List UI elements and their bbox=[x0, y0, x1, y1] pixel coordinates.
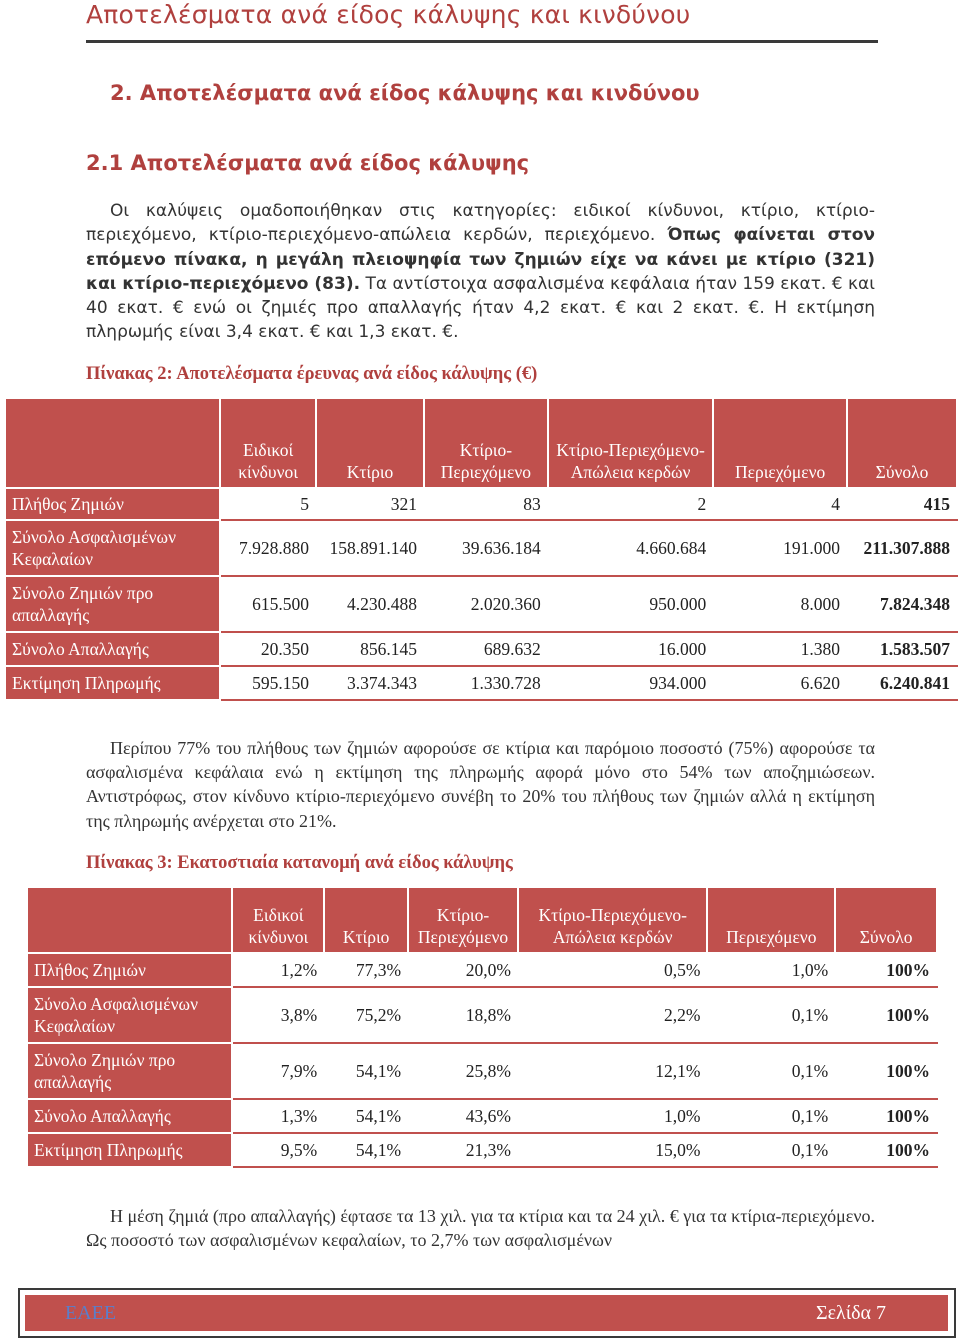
table-cell: 54,1% bbox=[324, 1043, 408, 1099]
table-cell: 595.150 bbox=[220, 666, 316, 700]
table-row bbox=[5, 576, 957, 632]
row-label: Σύνολο Ασφαλισμένων Κεφαλαίων bbox=[5, 520, 220, 576]
analysis-paragraph bbox=[86, 736, 875, 833]
table-cell: 950.000 bbox=[548, 576, 714, 632]
table-row bbox=[27, 1043, 937, 1099]
table-cell: 100% bbox=[835, 953, 937, 987]
table-cell: 9,5% bbox=[232, 1133, 324, 1167]
table-cell: 75,2% bbox=[324, 987, 408, 1043]
table-cell: 191.000 bbox=[713, 520, 847, 576]
table-cell: 1.583.507 bbox=[847, 632, 957, 666]
table-row bbox=[5, 488, 957, 520]
footer-org: ΕΑΕΕ bbox=[65, 1302, 117, 1324]
table-cell: 0,1% bbox=[707, 1133, 835, 1167]
table-cell: 856.145 bbox=[316, 632, 424, 666]
table-cell: 20.350 bbox=[220, 632, 316, 666]
table-2-caption: Πίνακας 2: Αποτελέσματα έρευνας ανά είδος κάλυψης (€) bbox=[86, 364, 538, 384]
table-cell: 158.891.140 bbox=[316, 520, 424, 576]
footer-right-bar bbox=[778, 1295, 948, 1331]
table-cell: 4.660.684 bbox=[548, 520, 714, 576]
table-cell: 2 bbox=[548, 488, 714, 520]
table-cell: 100% bbox=[835, 987, 937, 1043]
col-header: Κτίριο bbox=[324, 887, 408, 953]
col-header: Κτίριο-Περιεχόμενο-Απώλεια κερδών bbox=[548, 398, 714, 488]
intro-text-bold: Όπως φαίνεται στον επόμενο πίνακα, η μεγάλη πλειοψηφία των ζημιών είχε να κάνει με κτίριο (321) και κτίριο-περιεχόμενο (83). bbox=[86, 225, 876, 294]
row-label: Σύνολο Ζημιών προ απαλλαγής bbox=[27, 1043, 232, 1099]
results-table-3 bbox=[26, 886, 938, 1168]
table-cell: 15,0% bbox=[518, 1133, 707, 1167]
row-label: Σύνολο Απαλλαγής bbox=[27, 1099, 232, 1133]
col-header: Σύνολο bbox=[847, 398, 957, 488]
table-cell: 689.632 bbox=[424, 632, 548, 666]
table-cell: 3.374.343 bbox=[316, 666, 424, 700]
table-row bbox=[27, 1099, 937, 1133]
footer-left-bar bbox=[25, 1295, 781, 1331]
table-cell: 1.380 bbox=[713, 632, 847, 666]
table-cell: 18,8% bbox=[408, 987, 518, 1043]
col-header: Ειδικοί κίνδυνοι bbox=[220, 398, 316, 488]
table-cell: 415 bbox=[847, 488, 957, 520]
table-cell: 12,1% bbox=[518, 1043, 707, 1099]
table-cell: 5 bbox=[220, 488, 316, 520]
table-cell: 321 bbox=[316, 488, 424, 520]
table-cell: 615.500 bbox=[220, 576, 316, 632]
table-cell: 4 bbox=[713, 488, 847, 520]
col-header: Κτίριο-Περιεχόμενο bbox=[408, 887, 518, 953]
table-cell: 21,3% bbox=[408, 1133, 518, 1167]
table-cell: 20,0% bbox=[408, 953, 518, 987]
intro-text-c: Τα αντίστοιχα ασφαλισμένα κεφάλαια ήταν 159 εκατ. € και 40 εκατ. € ενώ οι ζημιές προ απαλλαγής ήταν 4,2 εκατ. € και 2 εκατ. €. Η εκτίμηση πληρωμής είναι 3,4 εκατ. € και 1,3 εκατ. €. bbox=[86, 273, 875, 343]
table-cell: 77,3% bbox=[324, 953, 408, 987]
table-cell: 83 bbox=[424, 488, 548, 520]
col-header: Σύνολο bbox=[835, 887, 937, 953]
col-header: Περιεχόμενο bbox=[713, 398, 847, 488]
running-header-title: Αποτελέσματα ανά είδος κάλυψης και κινδύνου bbox=[86, 0, 691, 29]
table-cell: 54,1% bbox=[324, 1099, 408, 1133]
table-cell: 8.000 bbox=[713, 576, 847, 632]
header-blank bbox=[27, 887, 232, 953]
table-cell: 3,8% bbox=[232, 987, 324, 1043]
table-cell: 0,1% bbox=[707, 1043, 835, 1099]
subsection-heading: 2.1 Αποτελέσματα ανά είδος κάλυψης bbox=[86, 151, 530, 175]
table-cell: 1,0% bbox=[518, 1099, 707, 1133]
table-cell: 4.230.488 bbox=[316, 576, 424, 632]
table-cell: 934.000 bbox=[548, 666, 714, 700]
table-cell: 54,1% bbox=[324, 1133, 408, 1167]
col-header: Ειδικοί κίνδυνοι bbox=[232, 887, 324, 953]
section-heading: 2. Αποτελέσματα ανά είδος κάλυψης και κινδύνου bbox=[110, 81, 700, 105]
col-header: Κτίριο-Περιεχόμενο bbox=[424, 398, 548, 488]
running-header bbox=[86, 0, 878, 43]
table-cell: 16.000 bbox=[548, 632, 714, 666]
row-label: Πλήθος Ζημιών bbox=[5, 488, 220, 520]
col-header: Κτίριο bbox=[316, 398, 424, 488]
table-cell: 6.620 bbox=[713, 666, 847, 700]
table-cell: 7.928.880 bbox=[220, 520, 316, 576]
table-cell: 2,2% bbox=[518, 987, 707, 1043]
row-label: Εκτίμηση Πληρωμής bbox=[27, 1133, 232, 1167]
table-cell: 211.307.888 bbox=[847, 520, 957, 576]
table-row bbox=[5, 666, 957, 700]
table-cell: 7,9% bbox=[232, 1043, 324, 1099]
table-cell: 1,2% bbox=[232, 953, 324, 987]
table-cell: 100% bbox=[835, 1043, 937, 1099]
row-label: Εκτίμηση Πληρωμής bbox=[5, 666, 220, 700]
table-row bbox=[27, 1133, 937, 1167]
table-cell: 7.824.348 bbox=[847, 576, 957, 632]
table-cell: 2.020.360 bbox=[424, 576, 548, 632]
row-label: Πλήθος Ζημιών bbox=[27, 953, 232, 987]
table-cell: 100% bbox=[835, 1133, 937, 1167]
table-row bbox=[5, 520, 957, 576]
col-header: Περιεχόμενο bbox=[707, 887, 835, 953]
col-header: Κτίριο-Περιεχόμενο-Απώλεια κερδών bbox=[518, 887, 707, 953]
analysis-text: Περίπου 77% του πλήθους των ζημιών αφορούσε σε κτίρια και παρόμοιο ποσοστό (75%) αφορούσε τα ασφαλισμένα κεφάλαια ενώ η εκτίμηση της πληρωμής αφορά μόνο στο 54% των αποζημιώσεων. Αντιστρόφως, στον κίνδυνο κτίριο-περιεχόμενο συνέβη το 20% του πλήθους των ζημιών αλλά η εκτίμηση της πληρωμής ανέρχεται στο 21%. bbox=[86, 738, 875, 831]
table-cell: 25,8% bbox=[408, 1043, 518, 1099]
page-number: Σελίδα 7 bbox=[816, 1302, 887, 1324]
table-cell: 0,5% bbox=[518, 953, 707, 987]
table-cell: 100% bbox=[835, 1099, 937, 1133]
table-row bbox=[27, 987, 937, 1043]
table-3-caption: Πίνακας 3: Εκατοστιαία κατανομή ανά είδος κάλυψης bbox=[86, 853, 513, 873]
row-label: Σύνολο Ζημιών προ απαλλαγής bbox=[5, 576, 220, 632]
table-cell: 0,1% bbox=[707, 987, 835, 1043]
table-cell: 39.636.184 bbox=[424, 520, 548, 576]
table-cell: 0,1% bbox=[707, 1099, 835, 1133]
table-row bbox=[27, 953, 937, 987]
table-cell: 1,0% bbox=[707, 953, 835, 987]
intro-paragraph bbox=[86, 199, 875, 345]
header-blank bbox=[5, 398, 220, 488]
table-cell: 1,3% bbox=[232, 1099, 324, 1133]
table-cell: 43,6% bbox=[408, 1099, 518, 1133]
table-cell: 6.240.841 bbox=[847, 666, 957, 700]
closing-paragraph bbox=[86, 1204, 875, 1252]
row-label: Σύνολο Ασφαλισμένων Κεφαλαίων bbox=[27, 987, 232, 1043]
table-cell: 1.330.728 bbox=[424, 666, 548, 700]
closing-text: Η μέση ζημιά (προ απαλλαγής) έφτασε τα 13 χιλ. για τα κτίρια και τα 24 χιλ. € για τα κτίρια-περιεχόμενο. Ως ποσοστό των ασφαλισμένων κεφαλαίων, το 2,7% των ασφαλισμένων bbox=[86, 1206, 875, 1251]
results-table-2 bbox=[4, 397, 958, 701]
row-label: Σύνολο Απαλλαγής bbox=[5, 632, 220, 666]
page-footer bbox=[18, 1288, 956, 1338]
table-row bbox=[5, 632, 957, 666]
intro-text-a: Οι καλύψεις ομαδοποιήθηκαν στις κατηγορίες: ειδικοί κίνδυνοι, κτίριο, κτίριο-περιεχόμενο, κτίριο-περιεχόμενο-απώλεια κερδών, περιεχόμενο. bbox=[86, 201, 875, 246]
